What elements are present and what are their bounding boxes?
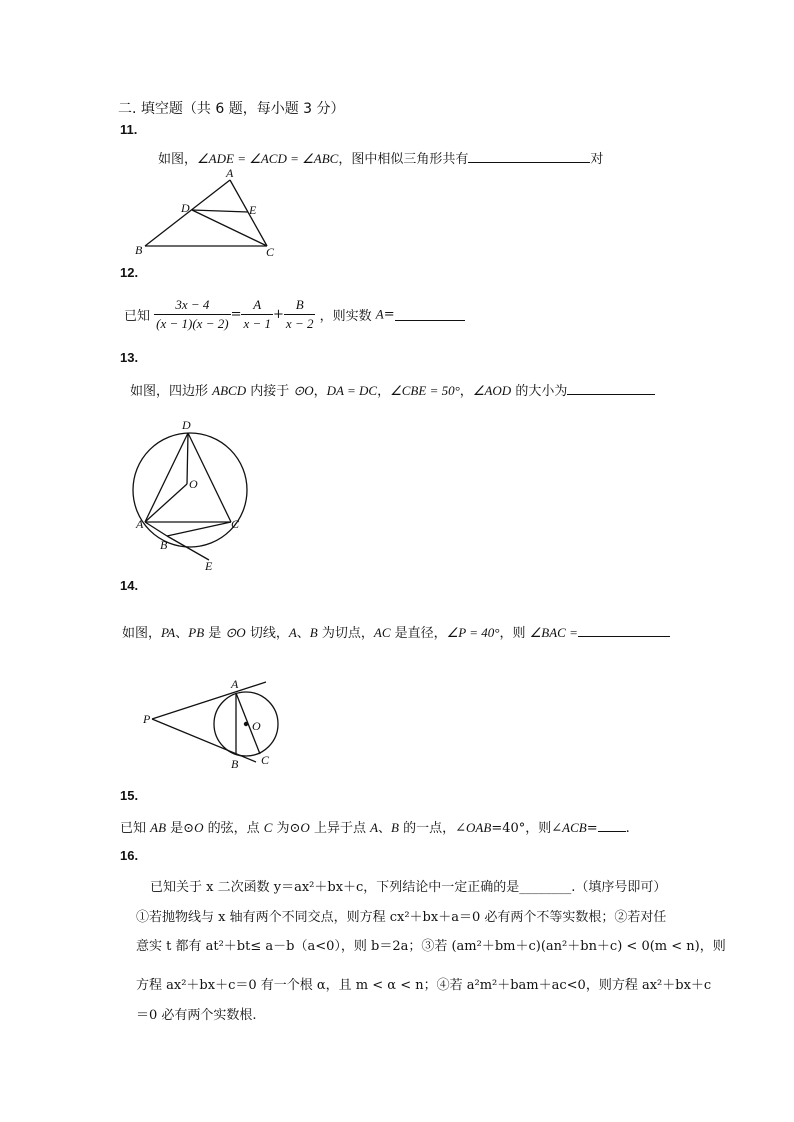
q12-frac2-num: A — [241, 296, 273, 315]
q11-pre: 如图， — [158, 152, 198, 167]
q12-frac1-num: 3x − 4 — [154, 296, 230, 315]
q14-m2: PB — [188, 625, 205, 640]
q11-suffix: 对 — [590, 152, 604, 167]
q12-var: A — [375, 306, 384, 322]
center-dot — [244, 722, 248, 726]
q16-line-5: ＝0 必有两个实数根. — [136, 1008, 257, 1023]
q13-m4: ∠CBE = 50° — [390, 383, 460, 398]
label-C: C — [266, 245, 275, 259]
q12-frac3-num: B — [284, 296, 316, 315]
q12-frac2-den: x − 1 — [243, 316, 272, 331]
label-D: D — [182, 418, 191, 432]
q12-eqsign: = — [383, 307, 395, 322]
line-PA-tangent — [152, 682, 266, 719]
q13-text-c: ， — [313, 384, 327, 399]
line-DE — [192, 210, 248, 212]
section-header: 二. 填空题（共 6 题，每小题 3 分） — [118, 101, 345, 117]
label-B: B — [160, 538, 168, 552]
line-DA — [145, 433, 188, 522]
q13-text-a: 如图，四边形 — [130, 384, 213, 399]
label-D: D — [181, 201, 190, 215]
q13-text-b: 内接于 — [246, 384, 294, 399]
q16-line-3: 意实 t 都有 at²＋bt≤ a－b（a<0），则 b＝2a；③若 (am²＋bm＋c)(an²＋bn＋c) < 0(m < n)，则 — [136, 939, 726, 954]
q13-m1: ABCD — [212, 383, 247, 398]
q14-m8: ∠BAC = — [529, 625, 578, 640]
q14-t7: ，则 — [499, 626, 530, 641]
q16-line-2: ①若抛物线与 x 轴有两个不同交点，则方程 cx²＋bx＋a＝0 必有两个不等实数根；②若对任 — [136, 910, 667, 925]
q14-t5: 为切点， — [317, 626, 374, 641]
q15-answer-blank[interactable] — [598, 819, 626, 832]
q14-t2: 是 — [204, 626, 226, 641]
q15-number: 15. — [120, 788, 139, 803]
q14-t4: 、 — [296, 626, 310, 641]
q15-t9: = — [586, 821, 598, 836]
q14-tangent-figure — [138, 672, 288, 772]
q13-m2: ⊙O — [293, 383, 314, 398]
q12-plus: + — [273, 307, 284, 322]
q12-fraction-1 — [154, 296, 230, 333]
q15-t5: 上异于点 — [309, 821, 371, 836]
q15-t2: 是⊙ — [166, 821, 195, 836]
line-BE — [167, 536, 209, 560]
q15-t10: . — [625, 821, 630, 836]
q15-m6: B — [391, 820, 399, 835]
q11-answer-blank[interactable] — [468, 150, 590, 163]
q14-text — [122, 622, 670, 641]
label-O: O — [252, 719, 261, 733]
q15-m7: OAB — [466, 820, 492, 835]
q14-m6: AC — [373, 625, 391, 640]
q12-fraction-3 — [284, 296, 316, 333]
q12-number: 12. — [120, 265, 139, 280]
q11-math: ∠ADE = ∠ACD = ∠ABC — [197, 151, 339, 166]
q14-m1: PA — [161, 625, 176, 640]
label-A: A — [226, 166, 234, 180]
q12-eq: = — [230, 307, 242, 322]
q12-post: ，则实数 — [319, 309, 376, 324]
q12-pre: 已知 — [124, 309, 151, 324]
q16-line-1: 已知关于 x 二次函数 y＝ax²＋bx＋c，下列结论中一定正确的是________.（填序号即可） — [150, 880, 667, 895]
line-DO — [187, 433, 188, 484]
q15-text — [120, 817, 630, 836]
q15-m4: O — [300, 820, 310, 835]
q11-text — [158, 148, 603, 167]
q15-t8: =40°，则∠ — [491, 821, 563, 836]
q13-answer-blank[interactable] — [567, 382, 655, 395]
q15-t1: 已知 — [120, 821, 151, 836]
q14-m7: ∠P = 40° — [446, 625, 500, 640]
label-E: E — [205, 559, 213, 573]
q13-m5: ∠AOD — [472, 383, 512, 398]
q13-text-e: ， — [459, 384, 473, 399]
q14-t6: 是直径， — [390, 626, 447, 641]
q16-line-4: 方程 ax²＋bx＋c＝0 有一个根 α，且 m < α < n；④若 a²m²＋bam＋ac<0，则方程 ax²＋bx＋c — [136, 978, 712, 993]
q14-answer-blank[interactable] — [578, 624, 670, 637]
q12-text — [124, 296, 465, 333]
q14-number: 14. — [120, 578, 139, 593]
q13-m3: DA = DC — [326, 383, 378, 398]
q12-frac1-den: (x − 1)(x − 2) — [156, 316, 229, 331]
line-OA — [145, 484, 187, 522]
line-PB-tangent — [152, 719, 256, 762]
label-A: A — [231, 677, 239, 691]
label-B: B — [135, 243, 143, 257]
label-O: O — [189, 477, 198, 491]
q15-m2: O — [194, 820, 204, 835]
q13-text-f: 的大小为 — [511, 384, 568, 399]
q14-text-a: 如图， — [122, 626, 162, 641]
label-A: A — [136, 517, 144, 531]
q12-fraction-2 — [241, 296, 273, 333]
q11-triangle-figure — [130, 166, 290, 261]
q14-t3: 切线， — [245, 626, 289, 641]
label-P: P — [143, 712, 151, 726]
label-C: C — [231, 517, 240, 531]
q15-m1: AB — [150, 820, 167, 835]
q15-m3: C — [263, 820, 273, 835]
q14-m3: ⊙O — [225, 625, 246, 640]
q11-number: 11. — [120, 122, 138, 137]
q14-m4: A — [288, 625, 297, 640]
label-B: B — [231, 757, 239, 771]
q13-text — [130, 380, 655, 399]
q15-m5: A — [370, 820, 379, 835]
q15-t7: 的一点，∠ — [399, 821, 467, 836]
q14-m5: B — [309, 625, 318, 640]
q15-t4: 为⊙ — [272, 821, 301, 836]
q11-post: ，图中相似三角形共有 — [338, 152, 469, 167]
q12-answer-blank[interactable] — [395, 308, 465, 321]
label-C: C — [261, 753, 270, 767]
q15-m8: ACB — [562, 820, 587, 835]
q14-t1: 、 — [175, 626, 189, 641]
q15-t6: 、 — [378, 821, 392, 836]
q15-t3: 的弦，点 — [203, 821, 264, 836]
q13-circle-figure — [125, 412, 265, 577]
q12-frac3-den: x − 2 — [285, 316, 314, 331]
q13-text-d: ， — [377, 384, 391, 399]
q13-number: 13. — [120, 350, 139, 365]
q16-number: 16. — [120, 848, 139, 863]
label-E: E — [249, 203, 257, 217]
line-BC — [167, 522, 231, 536]
